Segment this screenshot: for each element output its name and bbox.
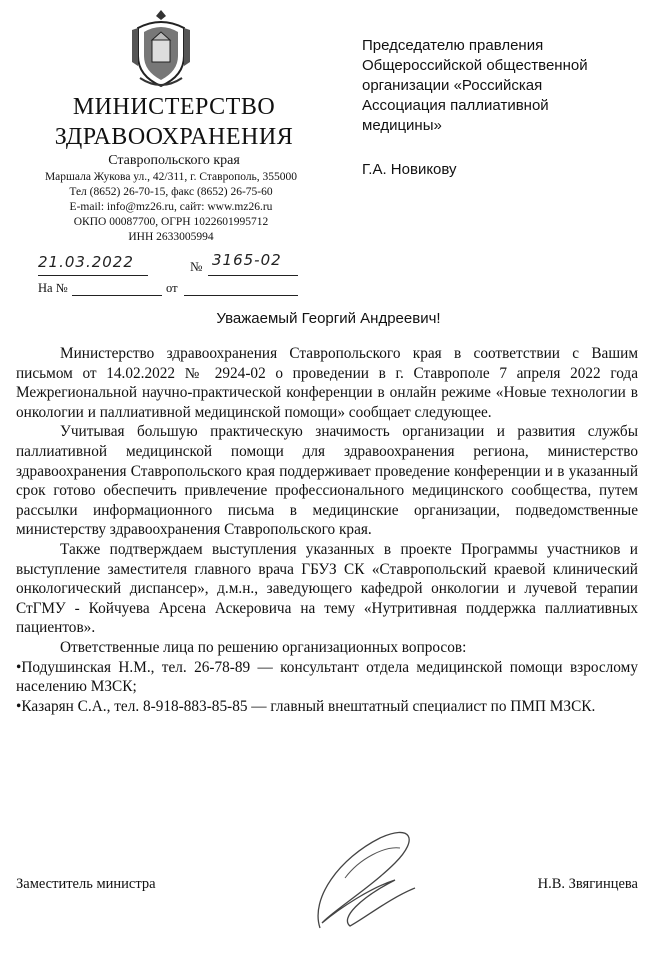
contact-person-item: •Казарян С.А., тел. 8-918-883-85-85 — главный внештатный специалист по ПМП МЗСК. xyxy=(16,697,596,715)
number-underline xyxy=(208,275,298,276)
letter-body xyxy=(16,344,638,716)
date-underline xyxy=(38,275,148,276)
ministry-contacts xyxy=(14,170,328,245)
body-paragraph: Министерство здравоохранения Ставропольского края в соответствии с Вашим письмом от 14.02.2022 № 2924-02 о проведении в г. Ставрополе 7 апреля 2022 года Межрегиональной научно-практической конференции в онлайн режиме «Новые технологии в онкологии и паллиативной медицинской помощи» сообщает следующее. xyxy=(16,345,638,421)
ministry-region: Ставропольского края xyxy=(108,153,240,168)
contact-address: Маршала Жукова ул., 42/311, г. Ставрополь, 355000 xyxy=(44,171,298,183)
signatory-title: Заместитель министра xyxy=(16,876,156,892)
letter-greeting: Уважаемый Георгий Андреевич! xyxy=(216,310,441,327)
ministry-title xyxy=(20,92,328,152)
ref-prefix: На № xyxy=(38,281,68,295)
contact-okpo: ОКПО 00087700, ОГРН 1022601995712 xyxy=(73,216,269,228)
ref-date-underline xyxy=(184,295,298,296)
addressee-line: Общероссийской общественной xyxy=(362,57,588,74)
reference-line xyxy=(38,279,298,297)
addressee-name: Г.А. Новикову xyxy=(362,161,457,178)
addressee-line: Ассоциация паллиативной xyxy=(362,97,549,114)
body-paragraph: Учитывая большую практическую значимость организации и развития службы паллиативной медицинской помощи для здравоохранения региона, министерство здравоохранения Ставропольского края поддерживает проведение конференции и в указанный срок готово обеспечить привлечение профессионального медицинского сообщества, путем рассылки информационного письма в медицинские организации, подведомственные министерству здравоохранения Ставропольского края. xyxy=(16,423,638,539)
body-paragraph: Также подтверждаем выступления указанных в проекте Программы участников и выступление заместителя главного врача ГБУЗ СК «Ставропольский краевой клинический онкологический диспансер», д.м.н., заведующего кафедрой онкологии и лучевой терапии СтГМУ - Койчуева Арсена Аскеровича на тему «Нутритивная поддержка паллиативных пациентов». xyxy=(16,540,638,637)
handwritten-number: 3165-02 xyxy=(212,251,282,269)
contact-person-item: •Подушинская Н.М., тел. 26-78-89 — консультант отдела медицинской помощи взрослому населению МЗСК; xyxy=(16,658,638,696)
addressee-block xyxy=(362,36,642,136)
ministry-title-line2: ЗДРАВООХРАНЕНИЯ xyxy=(54,124,294,150)
coat-of-arms-emblem xyxy=(130,6,192,90)
letter-footer xyxy=(16,876,638,898)
ministry-title-line1: МИНИСТЕРСТВО xyxy=(72,94,276,120)
contact-email: E-mail: info@mz26.ru, сайт: www.mz26.ru xyxy=(69,201,273,213)
contact-inn: ИНН 2633005994 xyxy=(128,231,214,243)
signatory-name: Н.В. Звягинцева xyxy=(537,876,638,892)
ref-number-underline xyxy=(72,295,162,296)
body-paragraph: Ответственные лица по решению организационных вопросов: xyxy=(60,638,467,656)
addressee-line: организации «Российская xyxy=(362,77,543,94)
number-prefix: № xyxy=(190,259,203,274)
addressee-line: Председателю правления xyxy=(362,37,544,54)
addressee-line: медицины» xyxy=(362,117,442,134)
handwritten-date: 21.03.2022 xyxy=(38,253,134,271)
ref-from: от xyxy=(166,281,178,295)
outgoing-date-number-line xyxy=(38,251,298,277)
contact-phone: Тел (8652) 26-70-15, факс (8652) 26-75-60 xyxy=(69,186,273,198)
